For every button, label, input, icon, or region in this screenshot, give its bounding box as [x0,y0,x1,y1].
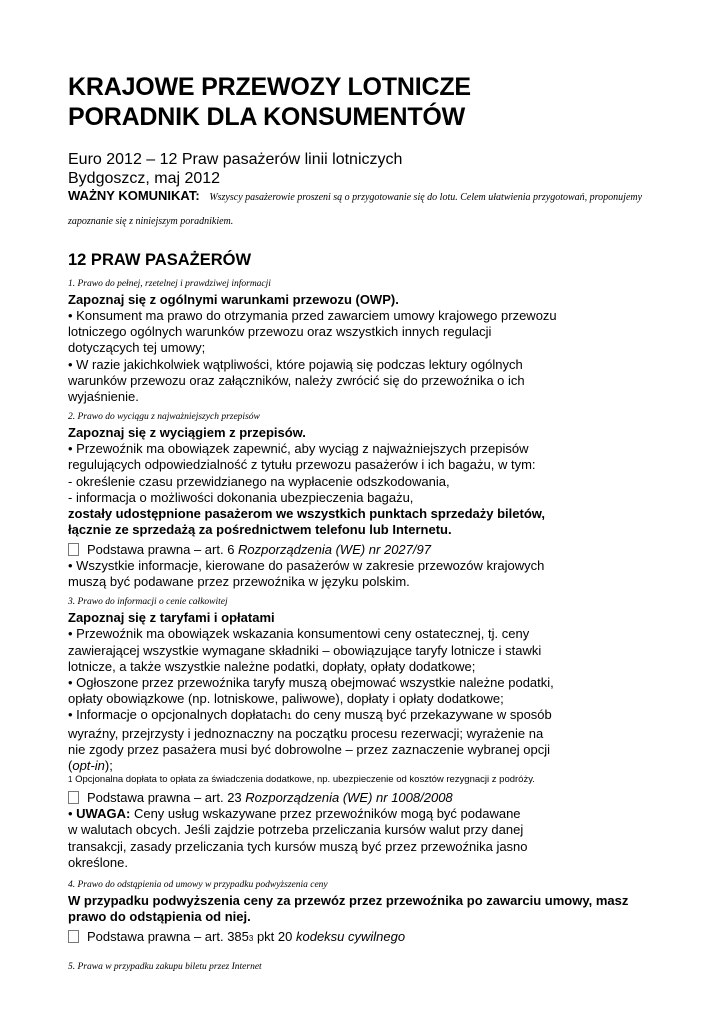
section-3-line: nie zgody przez pasażera musi być dobrowolne – przez zaznaczenie wybranej opcji [68,741,550,757]
section-1-line: wyjaśnienie. [68,389,139,405]
legal-basis-prefix: Podstawa prawna – art. 6 [87,542,239,558]
bullet: • [68,806,77,822]
legal-basis-act: Rozporządzenia (WE) nr 1008/2008 [245,790,453,806]
section-3-line: zawierającej wszystkie wymagane składniki – obowiązujące taryfy lotnicze i stawki [68,642,542,658]
section-1-bold: Zapoznaj się z ogólnymi warunkami przewozu (OWP). [68,292,399,307]
section-2 [68,411,668,590]
paren-close: ); [104,758,113,774]
checkbox-glyph-icon [68,543,79,556]
legal-basis-act: kodeksu cywilnego [295,929,406,945]
section-5-small-title: 5. Prawa w przypadku zakupu biletu przez Internet [68,962,262,973]
section-1-line: warunków przewozu oraz załączników, należy zwrócić się do przewoźnika o ich [68,372,525,388]
legal-basis-mid: pkt 20 [253,929,296,945]
uwaga-label: UWAGA: [76,806,131,822]
opt-in-term: opt-in [72,758,105,774]
section-3-line: określone. [68,854,128,870]
section-3-small-title: 3. Prawo do informacji o cenie całkowitej [68,597,228,608]
section-4-bold-line: prawo do odstąpienia od niej. [68,909,251,925]
section-3-line: w walutach obcych. Jeśli zajdzie potrzeba przeliczania kursów walut przy danej [68,822,524,838]
section-3-bold: Zapoznaj się z taryfami i opłatami [68,610,275,626]
section-4-bold-line: W przypadku podwyższenia ceny za przewóz przez przewoźnika po zawarciu umowy, masz [68,893,629,909]
notice-text-1: Wszyscy pasażerowie proszeni są o przygotowanie się do lotu. Celem ułatwienia przygotowań, proponujemy [209,192,643,203]
subtitle-line-2: Bydgoszcz, maj 2012 [68,170,221,187]
notice-label: WAŻNY KOMUNIKAT: [68,188,200,203]
section-4 [68,879,668,947]
subtitle-line-1: Euro 2012 – 12 Praw pasażerów linii lotniczych [68,151,403,168]
rights-heading: 12 PRAW PASAŻERÓW [68,251,252,269]
document-page [68,72,668,973]
section-1-small-title: 1. Prawo do pełnej, rzetelnej i prawdziwej informacji [68,279,271,289]
article-superscript: 3 [248,934,254,944]
section-2-line: - informacja o możliwości dokonania ubezpieczenia bagażu, [68,489,414,505]
section-2-bold-line: zostały udostępnione pasażerom we wszystkich punktach sprzedaży biletów, [68,506,546,522]
document-title [68,72,668,132]
section-2-line: - określenie czasu przewidzianego na wypłacenie odszkodowania, [68,473,450,489]
section-3-line: wyraźny, przejrzysty i jednoznaczny na początku procesu rezerwacji; wyrażenie na [68,725,544,741]
paren-open: ( [68,758,73,774]
section-1-line: • Konsument ma prawo do otrzymania przed zawarciem umowy krajowego przewozu [68,308,557,323]
notice-text-2: zapoznanie się z niniejszym poradnikiem. [68,216,234,227]
checkbox-glyph-icon [68,930,79,943]
section-3 [68,596,668,871]
section-2-line: muszą być podawane przez przewoźnika w języku polskim. [68,574,410,590]
section-4-small-title: 4. Prawo do odstąpienia od umowy w przypadku podwyższenia ceny [68,880,328,891]
uwaga-line [68,806,668,822]
section-1-line: • W razie jakichkolwiek wątpliwości, które pojawią się podczas lektury ogólnych [68,356,523,372]
legal-basis-prefix: Podstawa prawna – art. 23 [87,790,246,806]
optional-fees-text-b: do ceny muszą być przekazywane w sposób [291,707,552,723]
title-line-2: PORADNIK DLA KONSUMENTÓW [68,103,466,131]
section-2-bold: Zapoznaj się z wyciągiem z przepisów. [68,425,306,441]
section-2-small-title: 2. Prawo do wyciągu z najważniejszych przepisów [68,412,260,423]
section-2-line: • Wszystkie informacje, kierowane do pasażerów w zakresie przewozów krajowych [68,558,545,574]
section-3-line: transakcji, zasady przeliczania tych kursów muszą być przez przewoźnika jasno [68,838,528,854]
section-3-line: lotnicze, a także wszystkie należne podatki, dopłaty, opłaty dodatkowe; [68,658,476,674]
footnote-number: 1 [68,775,73,785]
section-5 [68,961,668,973]
title-line-1: KRAJOWE PRZEWOZY LOTNICZE [68,73,471,101]
section-3-line: • Przewoźnik ma obowiązek wskazania konsumentowi ceny ostatecznej, tj. ceny [68,626,530,642]
section-1-line: dotyczących tej umowy; [68,340,206,356]
uwaga-text: Ceny usług wskazywane przez przewoźników mogą być podawane [130,806,521,822]
optional-fees-line [68,707,668,725]
legal-basis [68,789,668,806]
section-3-line: • Ogłoszone przez przewoźnika taryfy muszą obejmować wszystkie należne podatki, [68,675,554,691]
section-1-line: lotniczego ogólnych warunków przewozu oraz wszystkich innych regulacji [68,324,492,340]
footnote [68,774,668,786]
section-2-bold-line: łącznie ze sprzedażą za pośrednictwem telefonu lub Internetu. [68,522,452,538]
subtitle [68,150,668,188]
footnote-ref: 1 [287,712,292,722]
section-1 [68,278,668,405]
legal-basis-act: Rozporządzenia (WE) nr 2027/97 [238,542,431,558]
optional-fees-text-a: • Informacje o opcjonalnych dopłatach [68,707,288,723]
legal-basis-prefix: Podstawa prawna – art. 385 [87,929,249,945]
section-2-line: regulujących odpowiedzialność z tytułu przewozu pasażerów i ich bagażu, w tym: [68,457,536,473]
legal-basis [68,928,668,947]
section-2-line: • Przewoźnik ma obowiązek zapewnić, aby wyciąg z najważniejszych przepisów [68,441,529,457]
opt-in-line [68,758,668,774]
section-3-line: opłaty obowiązkowe (np. lotniskowe, paliwowe), dopłaty i opłaty dodatkowe; [68,691,504,707]
checkbox-glyph-icon [68,791,79,804]
legal-basis [68,541,668,558]
footnote-text: Opcjonalna dopłata to opłata za świadczenia dodatkowe, np. ubezpieczenie od kosztów rezygnacji z podróży. [72,774,535,786]
important-notice [68,188,668,206]
